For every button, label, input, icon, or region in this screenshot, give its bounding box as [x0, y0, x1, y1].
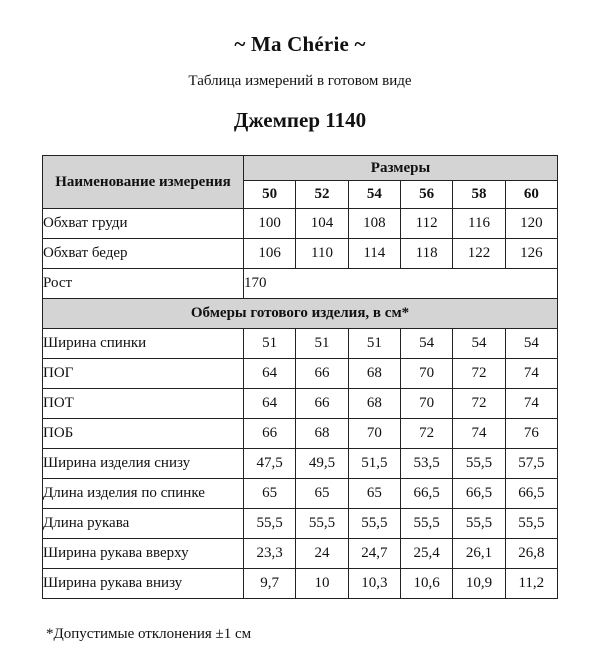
measurement-value: 120: [505, 209, 557, 239]
measurement-name: ПОБ: [43, 419, 244, 449]
table-row: [43, 389, 558, 419]
brand-title: ~ Ma Chérie ~: [234, 32, 366, 56]
measurement-value: 106: [244, 239, 296, 269]
table-row: [43, 239, 558, 269]
measurement-value: 9,7: [244, 569, 296, 599]
measurement-value: 70: [400, 359, 452, 389]
name-column-header: Наименование измерения: [43, 156, 244, 209]
measurement-value: 24,7: [348, 539, 400, 569]
measurement-value: 74: [505, 389, 557, 419]
measurement-value: 55,5: [296, 509, 348, 539]
measurement-value: 51: [244, 329, 296, 359]
measurement-value: 10: [296, 569, 348, 599]
table-subtitle: Таблица измерений в готовом виде: [188, 73, 412, 89]
measurement-value: 55,5: [348, 509, 400, 539]
table-row: [43, 539, 558, 569]
measurement-value: 65: [348, 479, 400, 509]
measurement-value: 25,4: [400, 539, 452, 569]
measurement-value: 66,5: [453, 479, 505, 509]
measurement-value: 55,5: [453, 449, 505, 479]
measurement-value: 74: [453, 419, 505, 449]
measurement-name: Обхват бедер: [43, 239, 244, 269]
measurement-value: 49,5: [296, 449, 348, 479]
measurement-value: 68: [296, 419, 348, 449]
size-header: 58: [453, 181, 505, 209]
measurement-value: 66: [296, 389, 348, 419]
table-row: [43, 329, 558, 359]
measurement-value: 100: [244, 209, 296, 239]
measurement-value: 55,5: [400, 509, 452, 539]
measurement-value: 66,5: [400, 479, 452, 509]
measurement-value: 26,1: [453, 539, 505, 569]
measurement-value: 72: [453, 359, 505, 389]
measurement-value: 10,9: [453, 569, 505, 599]
measurement-name: ПОТ: [43, 389, 244, 419]
measurement-value: 65: [296, 479, 348, 509]
measurement-value: 76: [505, 419, 557, 449]
measurement-table: [42, 155, 558, 599]
measurement-value: 55,5: [244, 509, 296, 539]
size-header: 52: [296, 181, 348, 209]
measurement-name: Длина изделия по спинке: [43, 479, 244, 509]
measurement-value: 116: [453, 209, 505, 239]
measurement-value: 118: [400, 239, 452, 269]
measurement-value: 72: [453, 389, 505, 419]
table-row: [43, 419, 558, 449]
measurement-value: 24: [296, 539, 348, 569]
table-row: [43, 479, 558, 509]
measurement-value: 68: [348, 359, 400, 389]
measurement-value: 47,5: [244, 449, 296, 479]
measurement-name: Ширина рукава внизу: [43, 569, 244, 599]
measurement-value: 23,3: [244, 539, 296, 569]
measurement-value: 51: [296, 329, 348, 359]
table-row: [43, 359, 558, 389]
measurement-value: 26,8: [505, 539, 557, 569]
measurement-value: 70: [348, 419, 400, 449]
table-row: [43, 209, 558, 239]
measurement-name: ПОГ: [43, 359, 244, 389]
table-row-height: [43, 269, 558, 299]
measurement-value: 68: [348, 389, 400, 419]
measurement-value: 57,5: [505, 449, 557, 479]
product-title: Джемпер 1140: [233, 108, 367, 132]
footnote: *Допустимые отклонения ±1 см: [46, 626, 252, 642]
measurement-value: 53,5: [400, 449, 452, 479]
measurement-value: 114: [348, 239, 400, 269]
size-header: 60: [505, 181, 557, 209]
measurement-value: 72: [400, 419, 452, 449]
measurement-value: 74: [505, 359, 557, 389]
measurement-value: 54: [400, 329, 452, 359]
measurement-value: 65: [244, 479, 296, 509]
measurement-value: 54: [453, 329, 505, 359]
table-row: [43, 569, 558, 599]
measurement-name: Ширина изделия снизу: [43, 449, 244, 479]
section-header: Обмеры готового изделия, в см*: [43, 299, 558, 329]
measurement-value: 55,5: [505, 509, 557, 539]
measurement-value: 51: [348, 329, 400, 359]
table-row: [43, 449, 558, 479]
measurement-value: 110: [296, 239, 348, 269]
section-header-row: [43, 299, 558, 329]
measurement-value: 112: [400, 209, 452, 239]
header-row-group: [43, 156, 558, 181]
measurement-value: 55,5: [453, 509, 505, 539]
measurement-name: Длина рукава: [43, 509, 244, 539]
measurement-value: 66,5: [505, 479, 557, 509]
measurement-value: 122: [453, 239, 505, 269]
measurement-name: Обхват груди: [43, 209, 244, 239]
measurement-value: 66: [244, 419, 296, 449]
measurement-name: Ширина спинки: [43, 329, 244, 359]
measurement-value: 10,3: [348, 569, 400, 599]
measurement-value: 10,6: [400, 569, 452, 599]
height-value: 170: [244, 269, 558, 299]
size-header: 56: [400, 181, 452, 209]
measurement-value: 64: [244, 359, 296, 389]
measurement-value: 11,2: [505, 569, 557, 599]
sizes-group-header: Размеры: [244, 156, 558, 181]
measurement-value: 108: [348, 209, 400, 239]
size-header: 54: [348, 181, 400, 209]
measurement-value: 66: [296, 359, 348, 389]
measurement-value: 51,5: [348, 449, 400, 479]
size-header: 50: [244, 181, 296, 209]
measurement-value: 64: [244, 389, 296, 419]
measurement-value: 104: [296, 209, 348, 239]
measurement-name: Рост: [43, 269, 244, 299]
table-row: [43, 509, 558, 539]
measurement-value: 54: [505, 329, 557, 359]
measurement-value: 126: [505, 239, 557, 269]
measurement-value: 70: [400, 389, 452, 419]
measurement-name: Ширина рукава вверху: [43, 539, 244, 569]
